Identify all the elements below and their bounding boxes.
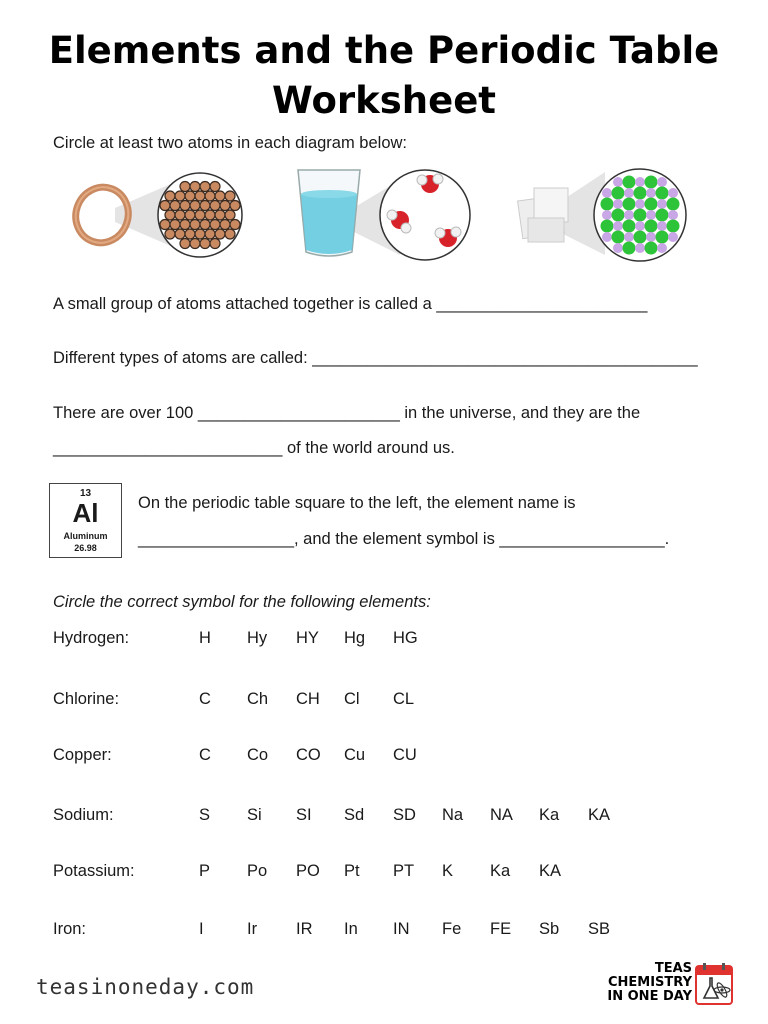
- symbol-option[interactable]: Pt: [344, 862, 360, 880]
- footer-url[interactable]: teasinoneday.com: [36, 975, 255, 999]
- periodic-table-square: [49, 483, 122, 558]
- question-over-100-line2: _________________________ of the world around us.: [53, 439, 455, 457]
- copper-atom[interactable]: [215, 191, 225, 201]
- copper-atom[interactable]: [180, 220, 190, 230]
- copper-atom[interactable]: [200, 182, 210, 192]
- question-element-card-line1: On the periodic table square to the left, the element name is: [138, 494, 576, 512]
- copper-atom[interactable]: [165, 210, 175, 220]
- symbol-option[interactable]: Ka: [490, 862, 511, 880]
- symbol-option[interactable]: P: [199, 862, 211, 880]
- element-row-label: Hydrogen:: [53, 629, 130, 647]
- copper-atom[interactable]: [185, 229, 195, 239]
- copper-atom[interactable]: [195, 210, 205, 220]
- symbols-heading: Circle the correct symbol for the following elements:: [53, 593, 431, 611]
- chlorine-atom[interactable]: [667, 198, 680, 211]
- symbol-option[interactable]: CO: [296, 746, 321, 764]
- copper-atom[interactable]: [220, 220, 230, 230]
- sodium-atom[interactable]: [646, 210, 656, 220]
- chlorine-atom[interactable]: [645, 176, 658, 189]
- diagram-instruction: Circle at least two atoms in each diagram below:: [53, 134, 407, 152]
- element-symbol: Al: [72, 498, 99, 528]
- symbol-option[interactable]: NA: [490, 806, 513, 824]
- calendar-flask-icon: [694, 962, 734, 1006]
- chlorine-atom[interactable]: [623, 176, 636, 189]
- symbol-option[interactable]: H: [199, 629, 211, 647]
- element-row-label: Copper:: [53, 746, 112, 764]
- symbol-option[interactable]: CL: [393, 690, 415, 708]
- sodium-atom[interactable]: [668, 188, 678, 198]
- chlorine-atom[interactable]: [623, 242, 636, 255]
- symbol-option[interactable]: C: [199, 746, 211, 764]
- symbol-option[interactable]: Sb: [539, 920, 560, 938]
- copper-atom[interactable]: [170, 201, 180, 211]
- copper-atom[interactable]: [225, 229, 235, 239]
- chlorine-atom[interactable]: [645, 220, 658, 233]
- symbol-option[interactable]: Hy: [247, 629, 268, 647]
- copper-atom[interactable]: [160, 220, 170, 230]
- sodium-atom[interactable]: [657, 243, 667, 253]
- logo-line-3: IN ONE DAY: [607, 989, 692, 1004]
- copper-atom[interactable]: [190, 220, 200, 230]
- copper-atom[interactable]: [205, 210, 215, 220]
- copper-ring-diagram[interactable]: [68, 173, 242, 257]
- sodium-atom[interactable]: [602, 188, 612, 198]
- sodium-atom[interactable]: [657, 199, 667, 209]
- sodium-atom[interactable]: [613, 221, 623, 231]
- sodium-atom[interactable]: [635, 221, 645, 231]
- copper-atom[interactable]: [220, 201, 230, 211]
- symbol-option[interactable]: C: [199, 690, 211, 708]
- copper-atom[interactable]: [210, 201, 220, 211]
- symbol-option[interactable]: IN: [393, 920, 410, 938]
- symbol-option[interactable]: Si: [247, 806, 262, 824]
- copper-atom[interactable]: [225, 210, 235, 220]
- copper-atom[interactable]: [180, 201, 190, 211]
- copper-atom[interactable]: [225, 191, 235, 201]
- chlorine-atom[interactable]: [634, 209, 647, 222]
- atomic-mass: 26.98: [74, 543, 97, 553]
- symbol-option[interactable]: Po: [247, 862, 268, 880]
- diagrams-row: [60, 160, 700, 270]
- symbol-option[interactable]: Co: [247, 746, 269, 764]
- symbol-option[interactable]: IR: [296, 920, 313, 938]
- symbol-option[interactable]: KA: [588, 806, 611, 824]
- symbol-option[interactable]: CU: [393, 746, 417, 764]
- symbol-option[interactable]: Cu: [344, 746, 366, 764]
- copper-atom[interactable]: [230, 220, 240, 230]
- symbol-option[interactable]: Fe: [442, 920, 462, 938]
- question-over-100-line1: There are over 100 ______________________ in the universe, and they are the: [53, 404, 641, 422]
- sodium-atom[interactable]: [624, 188, 634, 198]
- symbol-option[interactable]: S: [199, 806, 211, 824]
- copper-atom[interactable]: [180, 182, 190, 192]
- symbol-option[interactable]: Sd: [344, 806, 365, 824]
- copper-atom[interactable]: [195, 191, 205, 201]
- chlorine-atom[interactable]: [656, 209, 669, 222]
- chlorine-atom[interactable]: [612, 209, 625, 222]
- copper-atom[interactable]: [190, 239, 200, 249]
- sodium-atom[interactable]: [613, 177, 623, 187]
- copper-atom[interactable]: [215, 210, 225, 220]
- copper-atom[interactable]: [200, 220, 210, 230]
- symbol-option[interactable]: Cl: [344, 690, 360, 708]
- page-title-line2: Worksheet: [271, 79, 496, 122]
- sodium-atom[interactable]: [635, 243, 645, 253]
- element-row-label: Chlorine:: [53, 690, 120, 708]
- copper-atom[interactable]: [185, 191, 195, 201]
- copper-atom[interactable]: [210, 220, 220, 230]
- element-name: Aluminum: [63, 531, 108, 541]
- chlorine-atom[interactable]: [645, 198, 658, 211]
- symbol-option[interactable]: HY: [296, 629, 319, 647]
- element-row-label: Potassium:: [53, 862, 135, 880]
- sodium-atom[interactable]: [646, 188, 656, 198]
- symbol-option[interactable]: SD: [393, 806, 416, 824]
- sodium-atom[interactable]: [602, 232, 612, 242]
- copper-atom[interactable]: [205, 229, 215, 239]
- symbol-option[interactable]: Ka: [539, 806, 560, 824]
- chlorine-atom[interactable]: [623, 220, 636, 233]
- copper-atom[interactable]: [180, 239, 190, 249]
- symbol-option[interactable]: CH: [296, 690, 320, 708]
- copper-atom[interactable]: [200, 239, 210, 249]
- sodium-atom[interactable]: [646, 232, 656, 242]
- copper-atom[interactable]: [210, 182, 220, 192]
- sodium-atom[interactable]: [668, 210, 678, 220]
- chlorine-atom[interactable]: [612, 231, 625, 244]
- water-glass-diagram[interactable]: [298, 170, 470, 260]
- question-element-card-line2: _________________, and the element symbol is __________________.: [138, 530, 670, 548]
- chlorine-atom[interactable]: [656, 231, 669, 244]
- chlorine-atom[interactable]: [667, 220, 680, 233]
- copper-atom[interactable]: [210, 239, 220, 249]
- symbol-option[interactable]: SB: [588, 920, 611, 938]
- sodium-atom[interactable]: [668, 232, 678, 242]
- symbol-option[interactable]: Ir: [247, 920, 258, 938]
- symbol-option[interactable]: PT: [393, 862, 415, 880]
- copper-atom[interactable]: [200, 201, 210, 211]
- question-elements: Different types of atoms are called: __________________________________________: [53, 349, 698, 367]
- copper-atom[interactable]: [205, 191, 215, 201]
- copper-atom[interactable]: [185, 210, 195, 220]
- sodium-atom[interactable]: [657, 177, 667, 187]
- teas-chemistry-logo: [596, 960, 736, 1008]
- logo-line-2: CHEMISTRY: [607, 975, 692, 990]
- chlorine-atom[interactable]: [601, 220, 614, 233]
- question-molecule: A small group of atoms attached together is called a _______________________: [53, 295, 648, 313]
- symbol-option[interactable]: HG: [393, 629, 418, 647]
- chlorine-atom[interactable]: [634, 187, 647, 200]
- sodium-atom[interactable]: [613, 199, 623, 209]
- copper-atom[interactable]: [190, 201, 200, 211]
- copper-atom[interactable]: [190, 182, 200, 192]
- element-row-label: Iron:: [53, 920, 87, 938]
- symbol-option[interactable]: KA: [539, 862, 562, 880]
- symbol-option[interactable]: Hg: [344, 629, 366, 647]
- symbol-option[interactable]: K: [442, 862, 454, 880]
- chlorine-atom[interactable]: [623, 198, 636, 211]
- copper-atom[interactable]: [175, 191, 185, 201]
- copper-atom[interactable]: [170, 220, 180, 230]
- atomic-number: 13: [79, 488, 92, 499]
- element-row-label: Sodium:: [53, 806, 114, 824]
- symbol-option[interactable]: In: [344, 920, 358, 938]
- sodium-atom[interactable]: [602, 210, 612, 220]
- sodium-atom[interactable]: [613, 243, 623, 253]
- logo-line-1: TEAS: [654, 961, 692, 976]
- copper-atom[interactable]: [165, 229, 175, 239]
- sodium-atom[interactable]: [624, 210, 634, 220]
- copper-atom[interactable]: [175, 229, 185, 239]
- chlorine-atom[interactable]: [656, 187, 669, 200]
- symbol-option[interactable]: PO: [296, 862, 320, 880]
- copper-atom[interactable]: [195, 229, 205, 239]
- symbol-option[interactable]: SI: [296, 806, 312, 824]
- symbol-option[interactable]: Na: [442, 806, 464, 824]
- copper-atom[interactable]: [215, 229, 225, 239]
- symbol-option[interactable]: Ch: [247, 690, 269, 708]
- sodium-atom[interactable]: [635, 177, 645, 187]
- symbol-option[interactable]: I: [199, 920, 204, 938]
- copper-atom[interactable]: [165, 191, 175, 201]
- salt-crystal-diagram[interactable]: [518, 169, 686, 261]
- copper-atom[interactable]: [230, 201, 240, 211]
- sodium-atom[interactable]: [635, 199, 645, 209]
- chlorine-atom[interactable]: [634, 231, 647, 244]
- symbol-option[interactable]: FE: [490, 920, 512, 938]
- chlorine-atom[interactable]: [612, 187, 625, 200]
- chlorine-atom[interactable]: [645, 242, 658, 255]
- chlorine-atom[interactable]: [601, 198, 614, 211]
- page-title-line1: Elements and the Periodic Table: [48, 29, 720, 72]
- copper-atom[interactable]: [160, 201, 170, 211]
- sodium-atom[interactable]: [624, 232, 634, 242]
- copper-atom[interactable]: [175, 210, 185, 220]
- sodium-atom[interactable]: [657, 221, 667, 231]
